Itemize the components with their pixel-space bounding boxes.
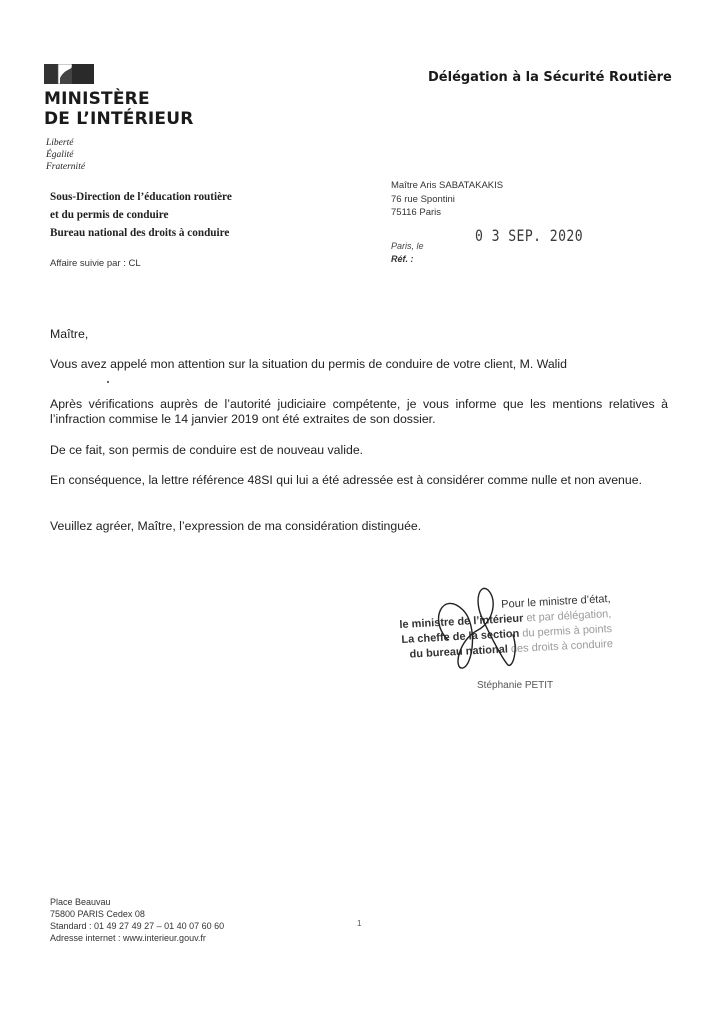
signature-line-3: La cheffe de la section du permis à points — [401, 622, 613, 646]
signatory-name: Stéphanie PETIT — [477, 680, 554, 691]
direction-line-3: Bureau national des droits à conduire — [50, 227, 230, 239]
paragraph-4: En conséquence, la lettre référence 48SI qui lui a été adressée est à considérer comme nulle et non avenue. — [50, 473, 642, 487]
ministry-line-2: DE L’INTÉRIEUR — [44, 109, 194, 129]
recipient-address — [391, 179, 503, 220]
place-label: Paris, le — [391, 241, 424, 251]
ministry-name — [44, 89, 194, 129]
page-number: 1 — [357, 919, 362, 928]
motto-liberte: Liberté — [46, 138, 74, 148]
footer-address — [50, 896, 224, 944]
paragraph-1: Vous avez appelé mon attention sur la situation du permis de conduire de votre client, M. Walid — [50, 357, 567, 371]
direction-line-2: et du permis de conduire — [50, 209, 169, 221]
recipient-name: Maître Aris SABATAKAKIS — [391, 180, 504, 191]
ministry-line-1: MINISTÈRE — [44, 89, 150, 109]
direction-line-1: Sous-Direction de l’éducation routière — [50, 191, 232, 203]
marianne-logo — [44, 64, 94, 84]
closing-formula: Veuillez agréer, Maître, l’expression de ma considération distinguée. — [50, 519, 422, 533]
paragraph-2: Après vérifications auprès de l’autorité judiciaire compétente, je vous informe que les mentions relatives à l’infraction commise le 14 janvier 2019 ont été extraites de son dossier. — [50, 397, 668, 426]
paragraph-3: De ce fait, son permis de conduire est de nouveau valide. — [50, 443, 364, 457]
signature-line-2: le ministre de l’intérieur et par délégation, — [399, 607, 612, 632]
footer-line-1: Place Beauvau — [50, 897, 111, 907]
salutation: Maître, — [50, 327, 89, 341]
handwritten-signature — [418, 580, 538, 675]
recipient-city: 75116 Paris — [391, 207, 441, 218]
delegation-title: Délégation à la Sécurité Routière — [428, 70, 672, 85]
footer-line-4: Adresse internet : www.interieur.gouv.fr — [50, 933, 206, 943]
case-handler: Affaire suivie par : CL — [50, 258, 141, 269]
footer-line-3: Standard : 01 49 27 49 27 – 01 40 07 60 60 — [50, 921, 225, 931]
recipient-street: 76 rue Spontini — [391, 193, 455, 205]
motto-fraternite: Fraternité — [46, 162, 86, 172]
motto-egalite: Égalité — [46, 150, 74, 160]
signature-line-4: du bureau national des droits à conduire — [409, 637, 614, 661]
signature-line-1: Pour le ministre d’état, — [500, 592, 611, 611]
date-stamp: 0 3 SEP. 2020 — [475, 226, 584, 245]
reference-label: Réf. : — [391, 254, 414, 264]
speck — [107, 381, 109, 383]
footer-line-2: 75800 PARIS Cedex 08 — [50, 909, 145, 919]
sender-direction — [50, 188, 232, 242]
republic-motto — [46, 137, 85, 173]
